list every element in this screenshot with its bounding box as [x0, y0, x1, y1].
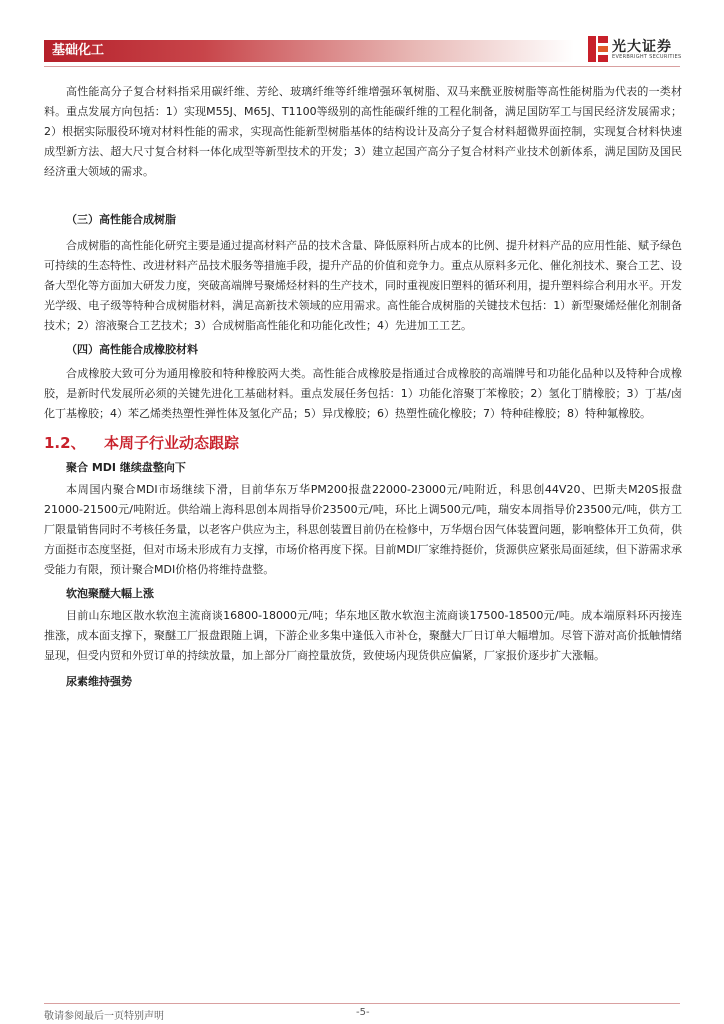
logo-name-en: EVERBRIGHT SECURITIES — [612, 54, 682, 60]
section-number: 1.2、 — [44, 434, 86, 452]
everbright-logo-icon — [588, 36, 608, 62]
topic-heading-mdi: 聚合 MDI 继续盘整向下 — [66, 461, 186, 474]
section-heading — [44, 430, 682, 456]
footer-divider — [44, 1003, 680, 1004]
logo-name-cn: 光大证券 — [612, 39, 672, 55]
paragraph-composites: 高性能高分子复合材料指采用碳纤维、芳纶、玻璃纤维等纤维增强环氧树脂、双马来酰亚胺树脂等高性能树脂为代表的一类材料。重点发展方向包括：1）实现M55J、M65J、T1100等级别的高性能碳纤维的工程化制备，满足国防军工与国民经济发展需求；2）根据实际服役环境对材料性能的需求，实现高性能新型树脂基体的结构设计及高分子复合材料超微界面控制，实现复合材料快速成型新方法、超大尺寸复合材料一体化成型等新型技术的开发；3）建立起国产高分子复合材料产业技术创新体系，满足国防及国民经济重大领域的需求。 — [44, 85, 682, 178]
header-band — [44, 40, 574, 62]
paragraph-rubber: 合成橡胶大致可分为通用橡胶和特种橡胶两大类。高性能合成橡胶是指通过合成橡胶的高端牌号和功能化品种以及特种合成橡胶，是新时代发展所必须的关键先进化工基础材料。重点发展任务包括：1）功能化溶聚丁苯橡胶；2）氢化丁腈橡胶；3）丁基/卤化丁基橡胶；4）苯乙烯类热塑性弹性体及氢化产品；5）异戊橡胶；6）热塑性硫化橡胶；7）特种硅橡胶；8）特种氟橡胶。 — [44, 367, 682, 420]
header-divider — [44, 66, 680, 67]
subheading-resins: （三）高性能合成树脂 — [66, 213, 176, 226]
footer-disclaimer: 敬请参阅最后一页特别声明 — [44, 1011, 164, 1022]
page-body — [44, 82, 682, 692]
paragraph-polyether: 目前山东地区散水软泡主流商谈16800-18000元/吨；华东地区散水软泡主流商谈17500-18500元/吨。成本端原料环丙接连推涨，成本面支撑下，聚醚工厂报盘跟随上调，下游企业多集中逢低入市补仓，聚醚大厂日订单大幅增加。尽管下游对高价抵触情绪显现，但受内贸和外贸订单的持续放量，加上部分厂商控量放货，致使场内现货供应偏紧，厂家报价逐步扩大涨幅。 — [44, 609, 682, 662]
topic-heading-polyether: 软泡聚醚大幅上涨 — [66, 587, 154, 600]
section-title: 本周子行业动态跟踪 — [104, 434, 240, 452]
paragraph-mdi: 本周国内聚合MDI市场继续下滑，目前华东万华PM200报盘22000-23000元/吨附近，科思创44V20、巴斯夫M20S报盘21000-21500元/吨附近。供给端上海科思创本周指导价23500元/吨，环比上调500元/吨，瑞安本周指导价23500元/吨，供方工厂限量销售同时不考核任务量，以老客户供应为主，科思创装置目前仍在检修中，万华烟台因气体装置问题，影响整体开工负荷，供方面挺市态度坚挺，但对市场未形成有力支撑，市场价格再度下探。目前MDI厂家维持挺价，货源供应紧张局面延续，但下游需求承受能力有限，预计聚合MDI价格仍将维持盘整。 — [44, 483, 682, 576]
subheading-rubber: （四）高性能合成橡胶材料 — [66, 343, 198, 356]
page-number: -5- — [356, 1007, 370, 1018]
topic-heading-urea: 尿素维持强势 — [66, 675, 132, 688]
brand-logo — [588, 34, 698, 68]
paragraph-resins: 合成树脂的高性能化研究主要是通过提高材料产品的技术含量、降低原料所占成本的比例、提升材料产品的应用性能、赋予绿色可持续的生态特性、改进材料产品技术服务等措施手段，提升产品的价值和竞争力。重点从原料多元化、催化剂技术、聚合工艺、设备大型化等方面加大研发力度，突破高端牌号聚烯烃材料的生产技术，同时重视废旧塑料的循环利用，提升塑料综合利用水平。开发光学级、电子级等特种合成树脂材料，满足高新技术领域的应用需求。高性能合成树脂的关键技术包括：1）新型聚烯烃催化剂制备技术；2）溶液聚合工艺技术；3）合成树脂高性能化和功能化改性；4）先进加工工艺。 — [44, 239, 682, 332]
section-tag: 基础化工 — [52, 43, 105, 58]
